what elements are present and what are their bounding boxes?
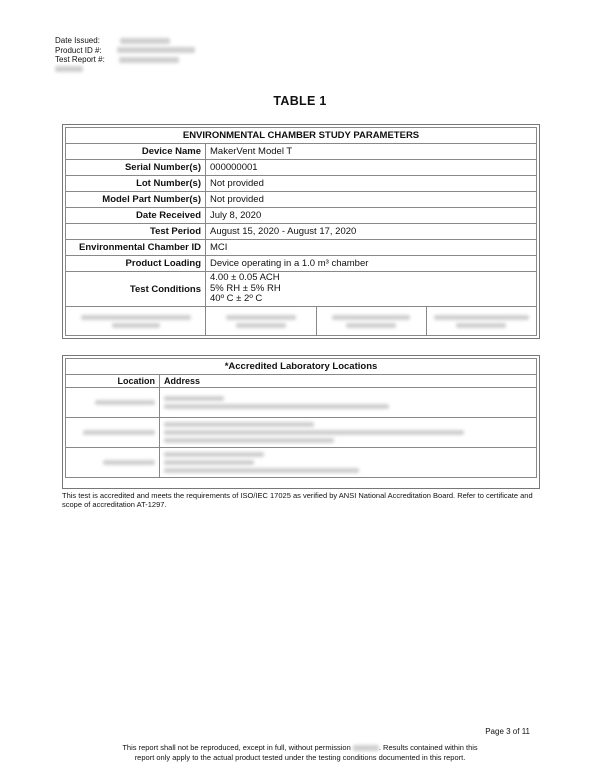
parameter-label: Date Received xyxy=(66,208,206,224)
product-id-label: Product ID #: xyxy=(55,45,102,55)
redacted-cell xyxy=(316,307,426,335)
date-issued-label: Date Issued: xyxy=(55,36,100,45)
address-column-header: Address xyxy=(160,375,537,388)
redacted-cell-group xyxy=(206,307,537,336)
parameter-row xyxy=(66,192,537,208)
redacted-product-id xyxy=(117,47,195,53)
footer-disclaimer xyxy=(0,743,600,762)
locations-table-heading: *Accredited Laboratory Locations xyxy=(66,359,537,375)
page-number: Page 3 of 11 xyxy=(485,727,530,736)
parameter-label: Lot Number(s) xyxy=(66,176,206,192)
location-column-header: Location xyxy=(66,375,160,388)
location-row xyxy=(66,388,537,418)
redacted-report-suffix xyxy=(55,66,83,72)
parameter-label: Model Part Number(s) xyxy=(66,192,206,208)
parameter-value: July 8, 2020 xyxy=(206,208,537,224)
parameter-value: Device operating in a 1.0 m³ chamber xyxy=(206,256,537,272)
condition-line: 5% RH ± 5% RH xyxy=(210,282,281,294)
parameter-value: August 15, 2020 - August 17, 2020 xyxy=(206,224,537,240)
parameters-table-frame xyxy=(62,124,540,339)
locations-table xyxy=(65,358,537,478)
redacted-cell xyxy=(206,307,316,335)
parameters-table-heading: ENVIRONMENTAL CHAMBER STUDY PARAMETERS xyxy=(66,128,537,144)
location-row xyxy=(66,418,537,448)
test-conditions-label: Test Conditions xyxy=(66,272,206,307)
parameter-label: Test Period xyxy=(66,224,206,240)
parameter-value: Not provided xyxy=(206,192,537,208)
parameter-row xyxy=(66,240,537,256)
parameters-table xyxy=(65,127,537,336)
footer-text: report only apply to the actual product tested under the testing conditions documented in this report. xyxy=(134,752,466,762)
condition-line: 40º C ± 2º C xyxy=(210,293,263,305)
redacted-cell xyxy=(66,307,206,336)
redacted-cell xyxy=(426,307,536,335)
parameter-label: Serial Number(s) xyxy=(66,160,206,176)
test-report-label: Test Report #: xyxy=(55,55,105,64)
redacted-date xyxy=(120,38,170,44)
parameter-label: Environmental Chamber ID xyxy=(66,240,206,256)
parameter-value: 000000001 xyxy=(206,160,537,176)
parameter-row xyxy=(66,224,537,240)
parameter-row xyxy=(66,160,537,176)
parameter-row xyxy=(66,256,537,272)
parameter-label: Device Name xyxy=(66,144,206,160)
parameter-value: MakerVent Model T xyxy=(206,144,537,160)
report-header xyxy=(55,36,195,72)
accreditation-note: This test is accredited and meets the requirements of ISO/IEC 17025 as verified by ANSI National Accreditation Board. Refer to certificate and scope of accreditation AT-1297. xyxy=(62,491,533,509)
footer-text: . Results contained within this xyxy=(378,743,478,752)
location-row xyxy=(66,448,537,478)
test-conditions-value xyxy=(206,272,537,307)
redacted-company xyxy=(353,745,379,751)
page-title: TABLE 1 xyxy=(273,94,327,108)
redacted-report-number xyxy=(119,57,179,63)
parameter-row xyxy=(66,208,537,224)
condition-line: 4.00 ± 0.05 ACH xyxy=(210,272,280,284)
locations-table-frame xyxy=(62,355,540,489)
parameter-row xyxy=(66,176,537,192)
footer-text: This report shall not be reproduced, except in full, without permission xyxy=(122,743,351,752)
parameter-label: Product Loading xyxy=(66,256,206,272)
parameter-row xyxy=(66,144,537,160)
parameter-value: Not provided xyxy=(206,176,537,192)
parameter-value: MCI xyxy=(206,240,537,256)
